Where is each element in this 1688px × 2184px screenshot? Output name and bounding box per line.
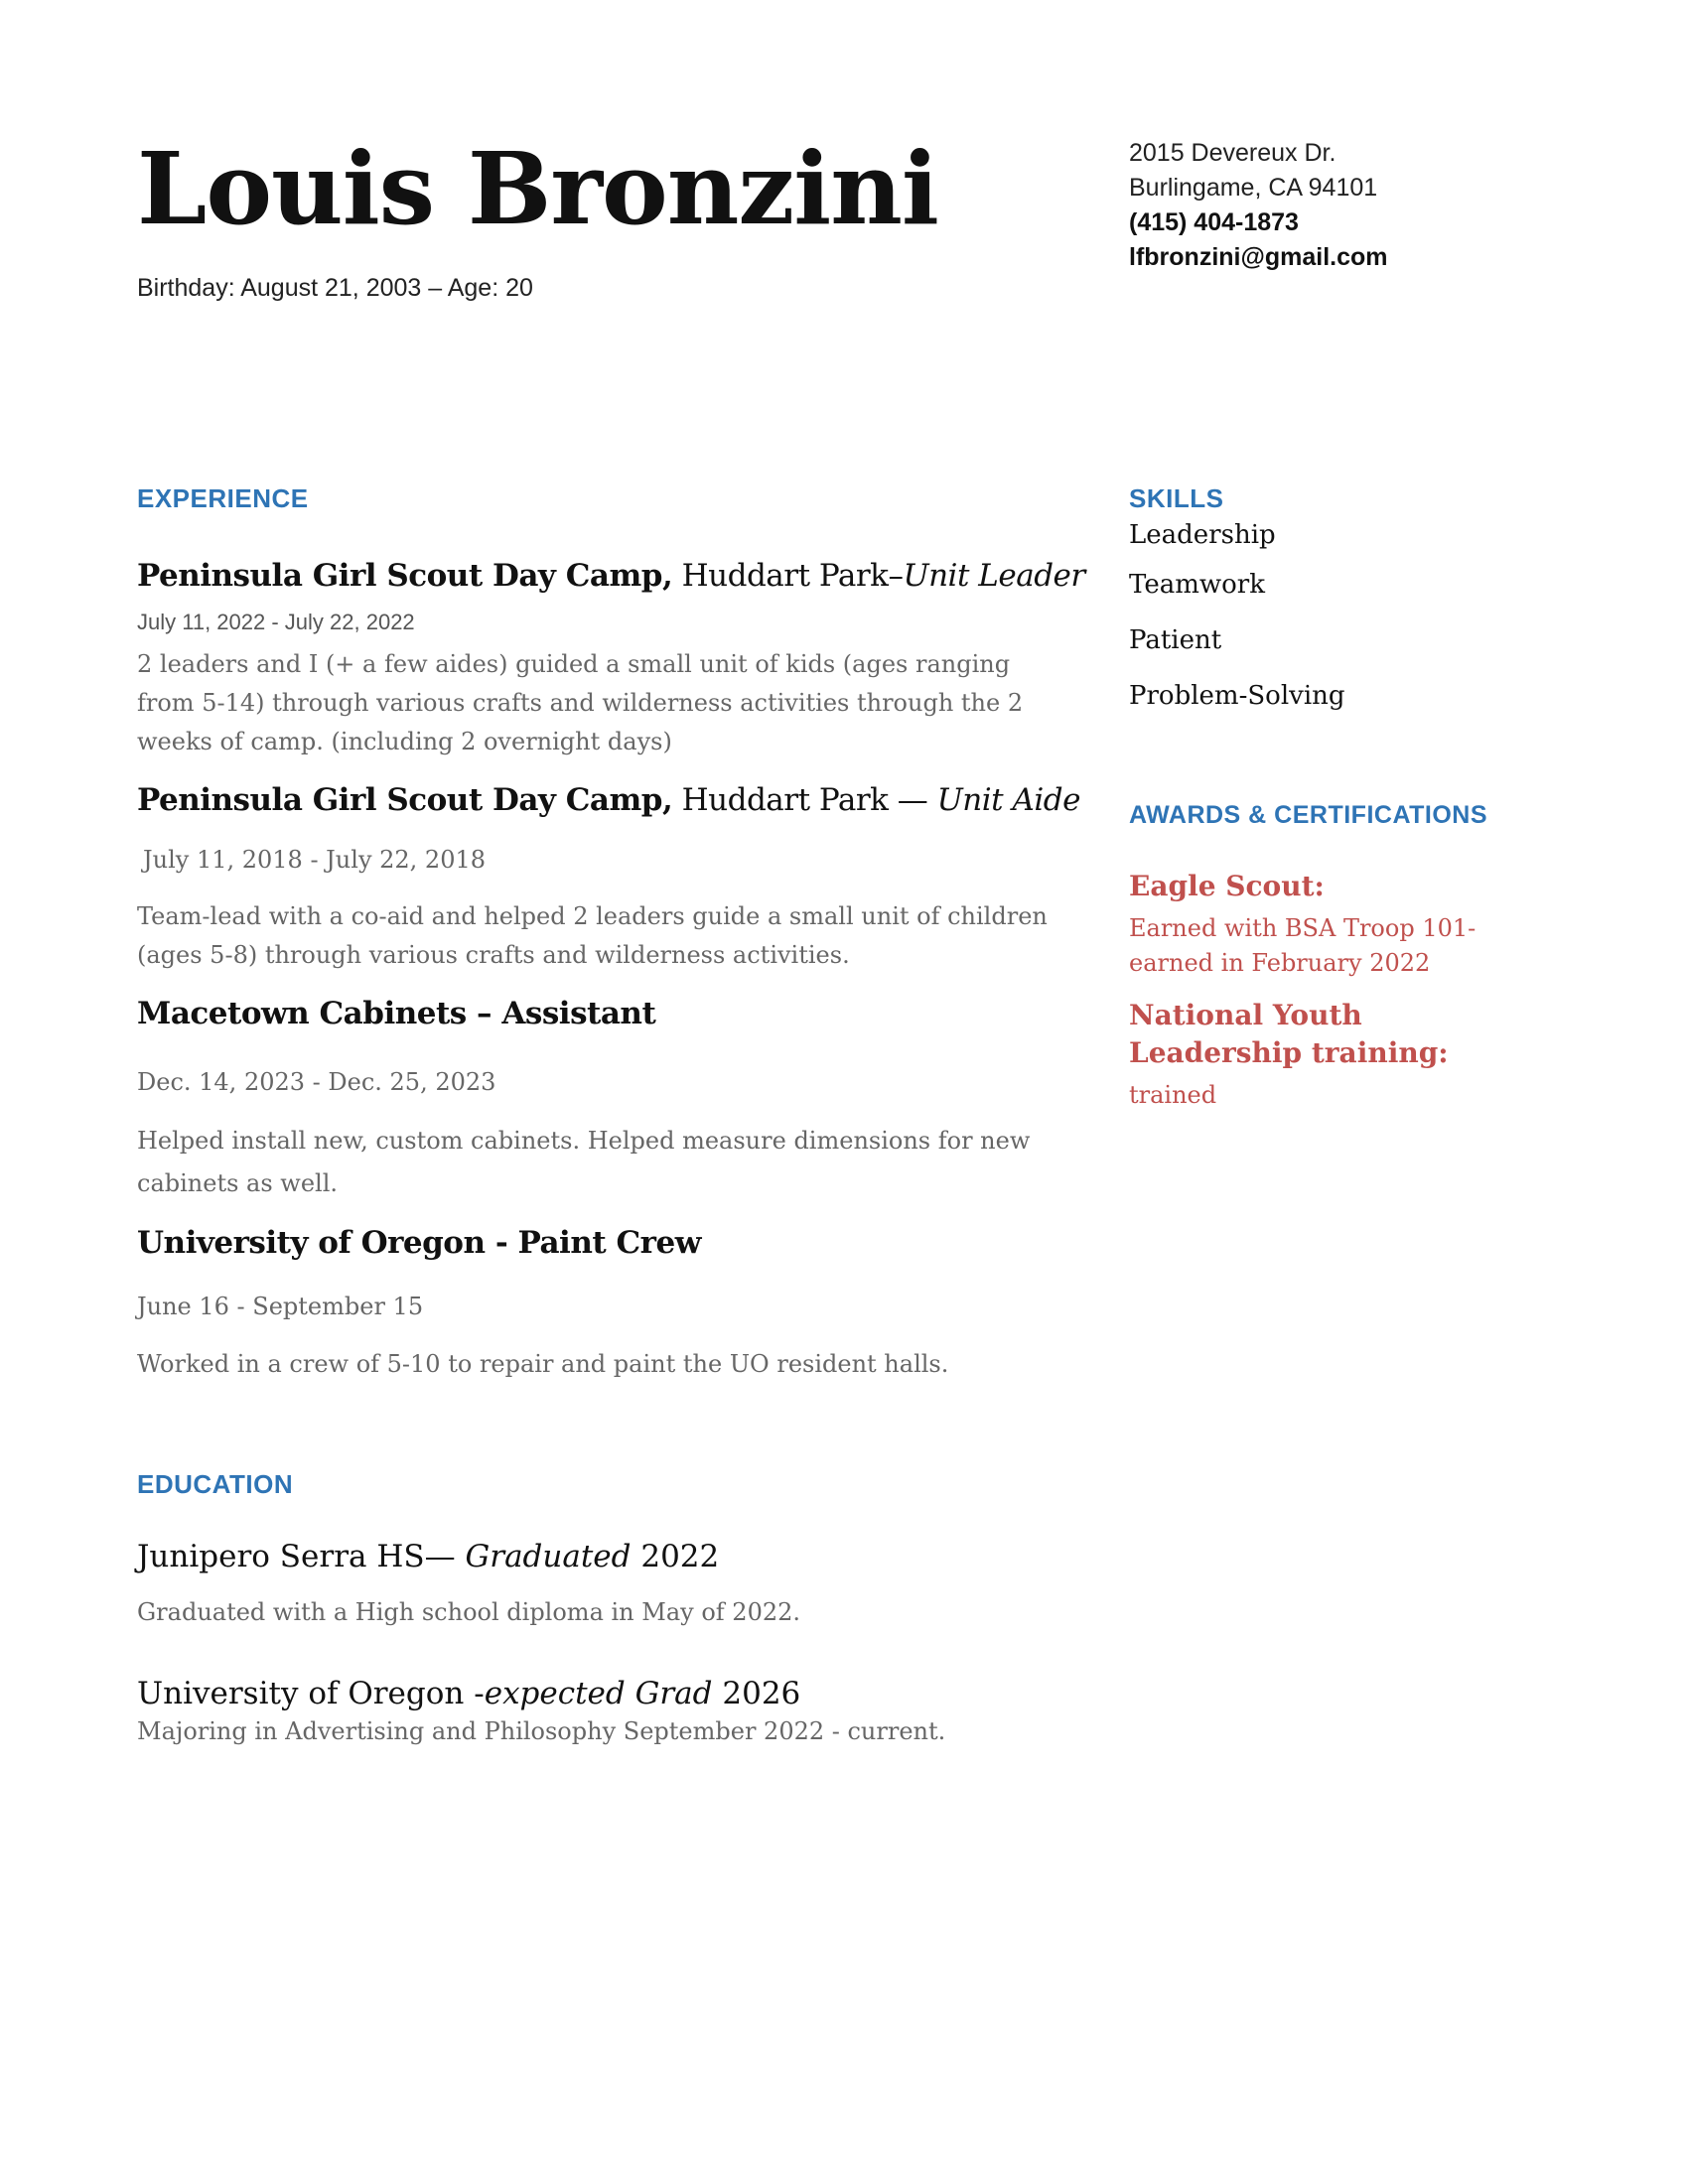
skill-item: Problem-Solving	[1129, 681, 1345, 711]
job-place: Huddart Park–	[672, 558, 904, 594]
job-description-2: Team-lead with a co-aid and helped 2 leaders guide a small unit of children (ages 5-8) through various crafts and wilderness activities.	[137, 902, 1048, 969]
job-org: Peninsula Girl Scout Day Camp,	[137, 558, 673, 594]
graduation-year: 2022	[631, 1539, 720, 1574]
award-title-2: National Youth Leadership training:	[1129, 999, 1449, 1069]
education-title-2	[137, 1676, 800, 1711]
job-title-3	[137, 996, 655, 1031]
school-name: Junipero Serra HS—	[137, 1539, 466, 1574]
skill-item: Patient	[1129, 625, 1222, 655]
job-title-2	[137, 782, 1080, 818]
education-description-2: Majoring in Advertising and Philosophy September 2022 - current.	[137, 1717, 946, 1745]
skill-item: Leadership	[1129, 520, 1276, 550]
award-title-1: Eagle Scout:	[1129, 870, 1325, 902]
awards-heading: AWARDS & CERTIFICATIONS	[1129, 801, 1488, 829]
experience-heading: EXPERIENCE	[137, 483, 309, 513]
applicant-name: Louis Bronzini	[137, 130, 938, 247]
job-dates-3: Dec. 14, 2023 - Dec. 25, 2023	[137, 1068, 496, 1096]
job-title-4	[137, 1225, 701, 1261]
contact-block	[1129, 136, 1388, 275]
school-name: University of Oregon -	[137, 1676, 485, 1711]
birthday-line: Birthday: August 21, 2003 – Age: 20	[137, 274, 533, 302]
job-dates-1: July 11, 2022 - July 22, 2022	[137, 610, 415, 634]
email-address: lfbronzini@gmail.com	[1129, 243, 1388, 271]
job-dates-4: June 16 - September 15	[137, 1293, 424, 1320]
job-description-1: 2 leaders and I (+ a few aides) guided a small unit of kids (ages ranging from 5-14) through various crafts and wilderness activities through the 2 weeks of camp. (including 2 overnight days)	[137, 650, 1024, 755]
award-description-1: Earned with BSA Troop 101- earned in February 2022	[1129, 914, 1477, 977]
job-description-3: Helped install new, custom cabinets. Helped measure dimensions for new cabinets as well.	[137, 1127, 1031, 1197]
job-title-text: University of Oregon - Paint Crew	[137, 1225, 701, 1261]
education-heading: EDUCATION	[137, 1469, 294, 1499]
phone-number: (415) 404-1873	[1129, 208, 1299, 236]
job-title-text: Macetown Cabinets – Assistant	[137, 996, 656, 1031]
job-title-1	[137, 558, 1085, 594]
job-role: Unit Leader	[903, 558, 1085, 594]
graduation-year: 2026	[712, 1676, 801, 1711]
job-place: Huddart Park —	[672, 782, 937, 818]
job-role: Unit Aide	[936, 782, 1080, 818]
graduation-status: expected Grad	[484, 1676, 713, 1711]
skill-item: Teamwork	[1129, 570, 1265, 600]
address-line-1: 2015 Devereux Dr.	[1129, 139, 1336, 167]
education-title-1	[137, 1539, 719, 1574]
graduation-status: Graduated	[465, 1539, 632, 1574]
job-dates-2: July 11, 2018 - July 22, 2018	[143, 846, 486, 874]
award-description-2: trained	[1129, 1081, 1217, 1109]
education-description-1: Graduated with a High school diploma in May of 2022.	[137, 1598, 801, 1626]
skills-heading: SKILLS	[1129, 483, 1224, 513]
job-description-4: Worked in a crew of 5-10 to repair and paint the UO resident halls.	[137, 1350, 949, 1378]
address-line-2: Burlingame, CA 94101	[1129, 174, 1378, 202]
job-org: Peninsula Girl Scout Day Camp,	[137, 782, 673, 818]
